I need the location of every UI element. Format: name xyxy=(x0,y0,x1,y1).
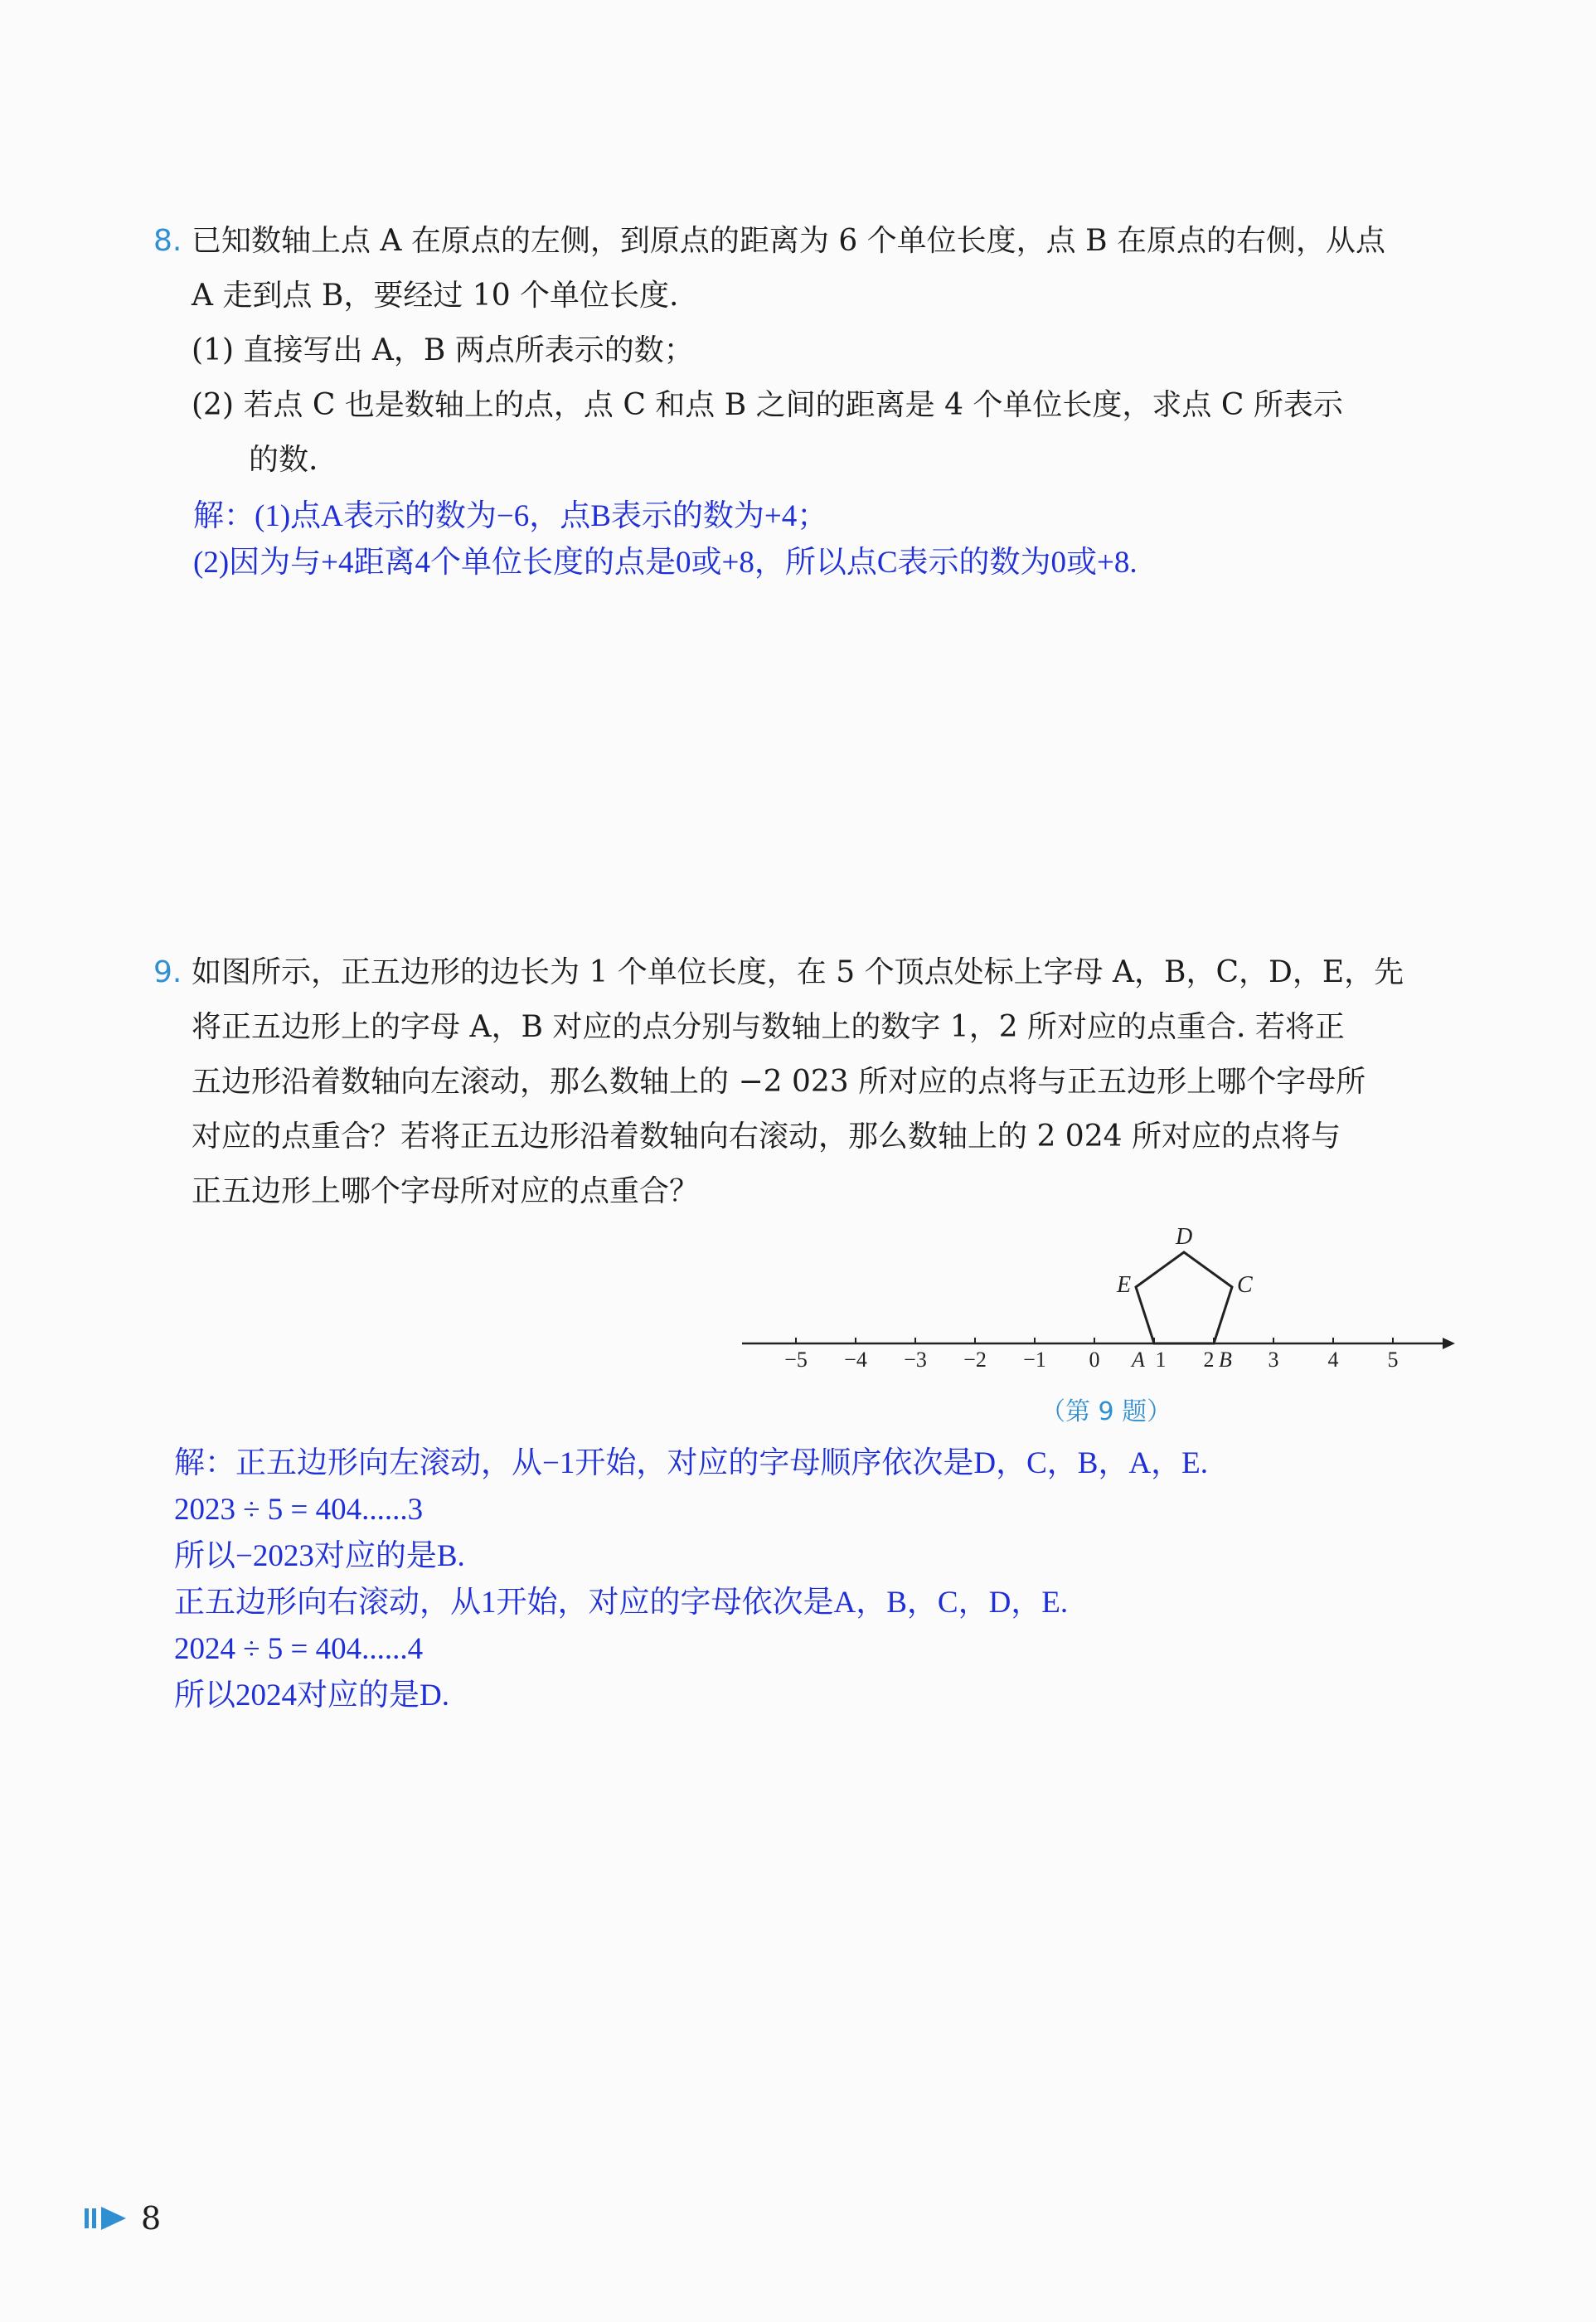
tick-label: −3 xyxy=(904,1348,927,1372)
answer-9-line-1: 解：正五边形向左滚动，从−1开始，对应的字母顺序依次是D，C，B，A，E. xyxy=(174,1446,1209,1480)
question-9-line-4: 对应的点重合？若将正五边形沿着数轴向右滚动，那么数轴上的 2 024 所对应的点将与 xyxy=(192,1120,1341,1154)
tick-label: −1 xyxy=(1023,1348,1046,1372)
tick-label: 0 xyxy=(1089,1348,1100,1372)
tick-label: −2 xyxy=(963,1348,987,1372)
tick-label: 1 xyxy=(1155,1348,1167,1372)
question-8-part-2-cont: 的数. xyxy=(249,443,318,477)
answer-8 xyxy=(193,493,1138,586)
answer-9-line-3: 所以−2023对应的是B. xyxy=(174,1539,465,1573)
question-8-number: 8. xyxy=(153,224,182,258)
answer-9 xyxy=(174,1440,1208,1719)
question-8-part-2: (2) 若点 C 也是数轴上的点，点 C 和点 B 之间的距离是 4 个单位长度，求点 C 所表示 xyxy=(192,388,1343,422)
question-9-line-3: 五边形沿着数轴向左滚动，那么数轴上的 −2 023 所对应的点将与正五边形上哪个字母所 xyxy=(192,1065,1366,1099)
tick-label: −4 xyxy=(844,1348,867,1372)
tick-label: −5 xyxy=(784,1348,808,1372)
question-9-line-5: 正五边形上哪个字母所对应的点重合？ xyxy=(192,1174,700,1208)
axis-arrow xyxy=(1443,1338,1455,1349)
pentagon-shape xyxy=(1136,1252,1232,1343)
question-8-line-2: A 走到点 B，要经过 10 个单位长度. xyxy=(192,279,679,313)
question-9-line-2: 将正五边形上的字母 A，B 对应的点分别与数轴上的数字 1，2 所对应的点重合. 若将正 xyxy=(192,1010,1345,1044)
question-9 xyxy=(153,945,1447,1219)
tick-label: 2 xyxy=(1203,1348,1215,1372)
vertex-label-e: E xyxy=(1117,1272,1132,1298)
question-8 xyxy=(153,214,1447,488)
question-9-number: 9. xyxy=(153,955,182,989)
answer-9-line-5: 2024 ÷ 5 = 404......4 xyxy=(174,1632,424,1666)
answer-8-line-2: (2)因为与+4距离4个单位长度的点是0或+8，所以点C表示的数为0或+8. xyxy=(193,546,1138,580)
vertex-label-c: C xyxy=(1237,1272,1253,1298)
vertex-label-d: D xyxy=(1176,1224,1193,1250)
tick-label: 4 xyxy=(1327,1348,1339,1372)
tick-label: 3 xyxy=(1268,1348,1279,1372)
page-number: 8 xyxy=(141,2200,162,2237)
vertex-label-a: A xyxy=(1132,1348,1145,1372)
question-8-line-1: 已知数轴上点 A 在原点的左侧，到原点的距离为 6 个单位长度，点 B 在原点的右侧，从点 xyxy=(192,224,1386,258)
answer-8-line-1: 解：(1)点A表示的数为−6，点B表示的数为+4； xyxy=(193,499,828,533)
answer-9-line-2: 2023 ÷ 5 = 404......3 xyxy=(174,1493,424,1527)
answer-9-line-6: 所以2024对应的是D. xyxy=(174,1678,449,1712)
question-8-part-1: (1) 直接写出 A，B 两点所表示的数； xyxy=(192,333,694,367)
figure-caption: （第 9 题） xyxy=(1041,1397,1172,1426)
question-9-line-1: 如图所示，正五边形的边长为 1 个单位长度，在 5 个顶点处标上字母 A，B，C，D，E，先 xyxy=(192,955,1404,989)
vertex-label-b: B xyxy=(1219,1348,1232,1372)
page-footer xyxy=(83,2198,161,2239)
page-marker-icon xyxy=(83,2203,133,2233)
tick-label: 5 xyxy=(1387,1348,1399,1372)
answer-9-line-4: 正五边形向右滚动，从1开始，对应的字母依次是A，B，C，D，E. xyxy=(174,1586,1069,1620)
